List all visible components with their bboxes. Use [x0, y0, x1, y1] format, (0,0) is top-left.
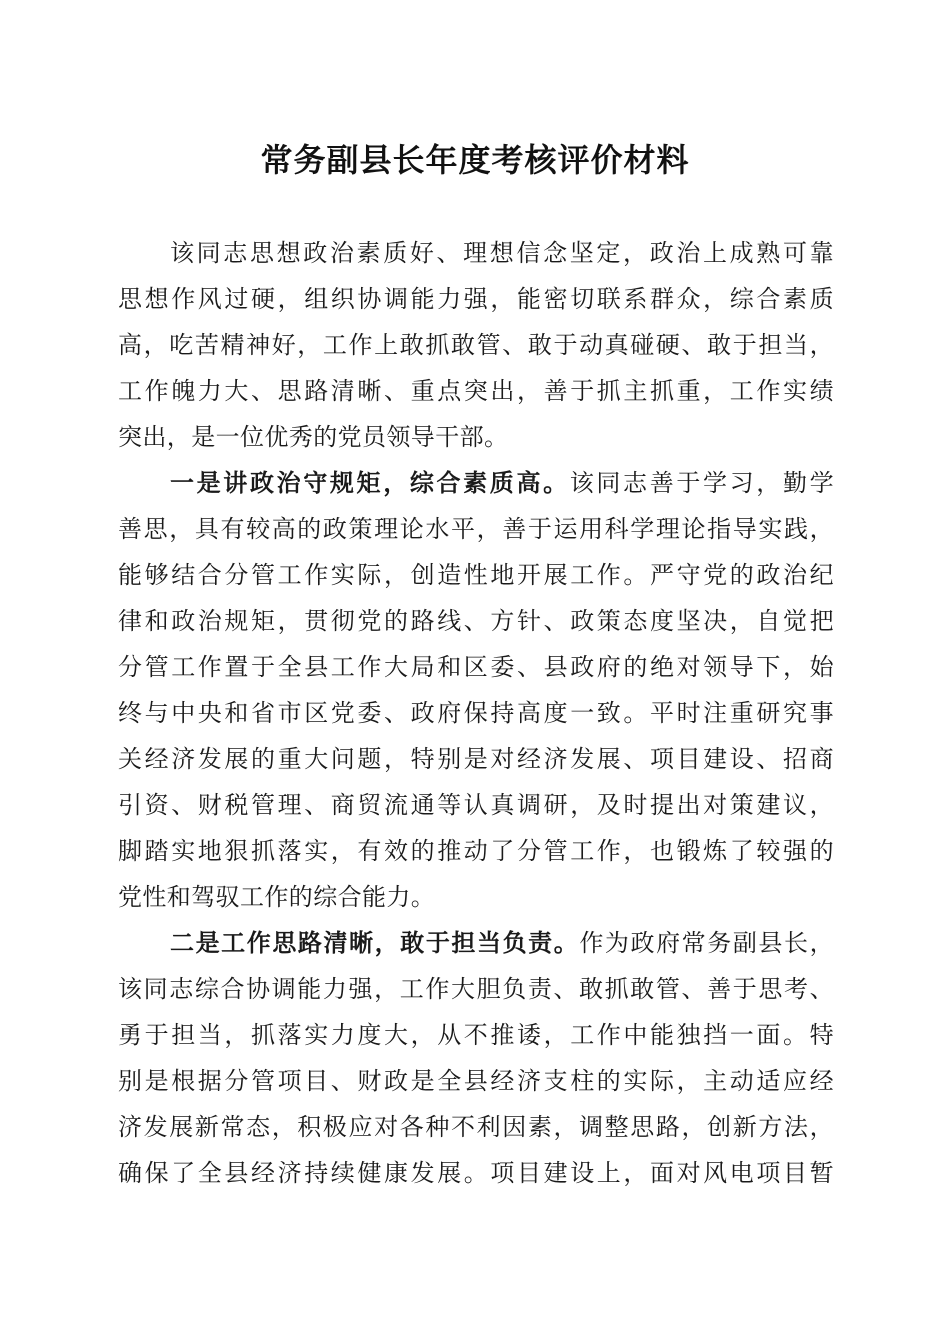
document-title: 常务副县长年度考核评价材料: [260, 141, 690, 179]
text-line: 能够结合分管工作实际，创造性地开展工作。严守党的政治纪: [118, 561, 834, 589]
paragraph-work: [118, 920, 834, 1196]
text-line: 脚踏实地狠抓落实，有效的推动了分管工作，也锻炼了较强的: [118, 837, 834, 865]
text-line: 济发展新常态，积极应对各种不利因素，调整思路，创新方法，: [118, 1113, 834, 1141]
text-line: 突出，是一位优秀的党员领导干部。: [118, 423, 509, 451]
text-line: 思想作风过硬，组织协调能力强，能密切联系群众，综合素质: [118, 285, 834, 313]
text-line: 善思，具有较高的政策理论水平，善于运用科学理论指导实践，: [118, 515, 834, 543]
text-line: 党性和驾驭工作的综合能力。: [118, 883, 436, 911]
paragraph-intro: [118, 230, 834, 460]
text-line: 引资、财税管理、商贸流通等认真调研，及时提出对策建议，: [118, 791, 834, 819]
paragraph-politics: [118, 460, 834, 920]
paragraph-lead: 一是讲政治守规矩，综合素质高。: [170, 468, 570, 497]
paragraph-lead: 二是工作思路清晰，敢于担当负责。: [170, 928, 580, 957]
document-body: [118, 230, 834, 1196]
paragraph-text: 该同志善于学习，勤学: [569, 469, 834, 497]
text-line: 关经济发展的重大问题，特别是对经济发展、项目建设、招商: [118, 745, 834, 773]
paragraph-text: 作为政府常务副县长，: [579, 929, 834, 957]
text-line: 分管工作置于全县工作大局和区委、县政府的绝对领导下，始: [118, 653, 834, 681]
text-line: 勇于担当，抓落实力度大，从不推诿，工作中能独挡一面。特: [118, 1021, 834, 1049]
text-line: 工作魄力大、思路清晰、重点突出，善于抓主抓重，工作实绩: [118, 377, 834, 405]
text-line: 该同志综合协调能力强，工作大胆负责、敢抓敢管、善于思考、: [118, 975, 834, 1003]
text-line: [118, 920, 834, 966]
text-line: 确保了全县经济持续健康发展。项目建设上，面对风电项目暂: [118, 1159, 834, 1187]
text-line: 高，吃苦精神好，工作上敢抓敢管、敢于动真碰硬、敢于担当，: [118, 331, 834, 359]
text-line: [118, 460, 834, 506]
text-line: 律和政治规矩，贯彻党的路线、方针、政策态度坚决，自觉把: [118, 607, 834, 635]
text-line: 别是根据分管项目、财政是全县经济支柱的实际，主动适应经: [118, 1067, 834, 1095]
text-line: 该同志思想政治素质好、理想信念坚定，政治上成熟可靠: [170, 239, 834, 267]
text-line: 终与中央和省市区党委、政府保持高度一致。平时注重研究事: [118, 699, 834, 727]
